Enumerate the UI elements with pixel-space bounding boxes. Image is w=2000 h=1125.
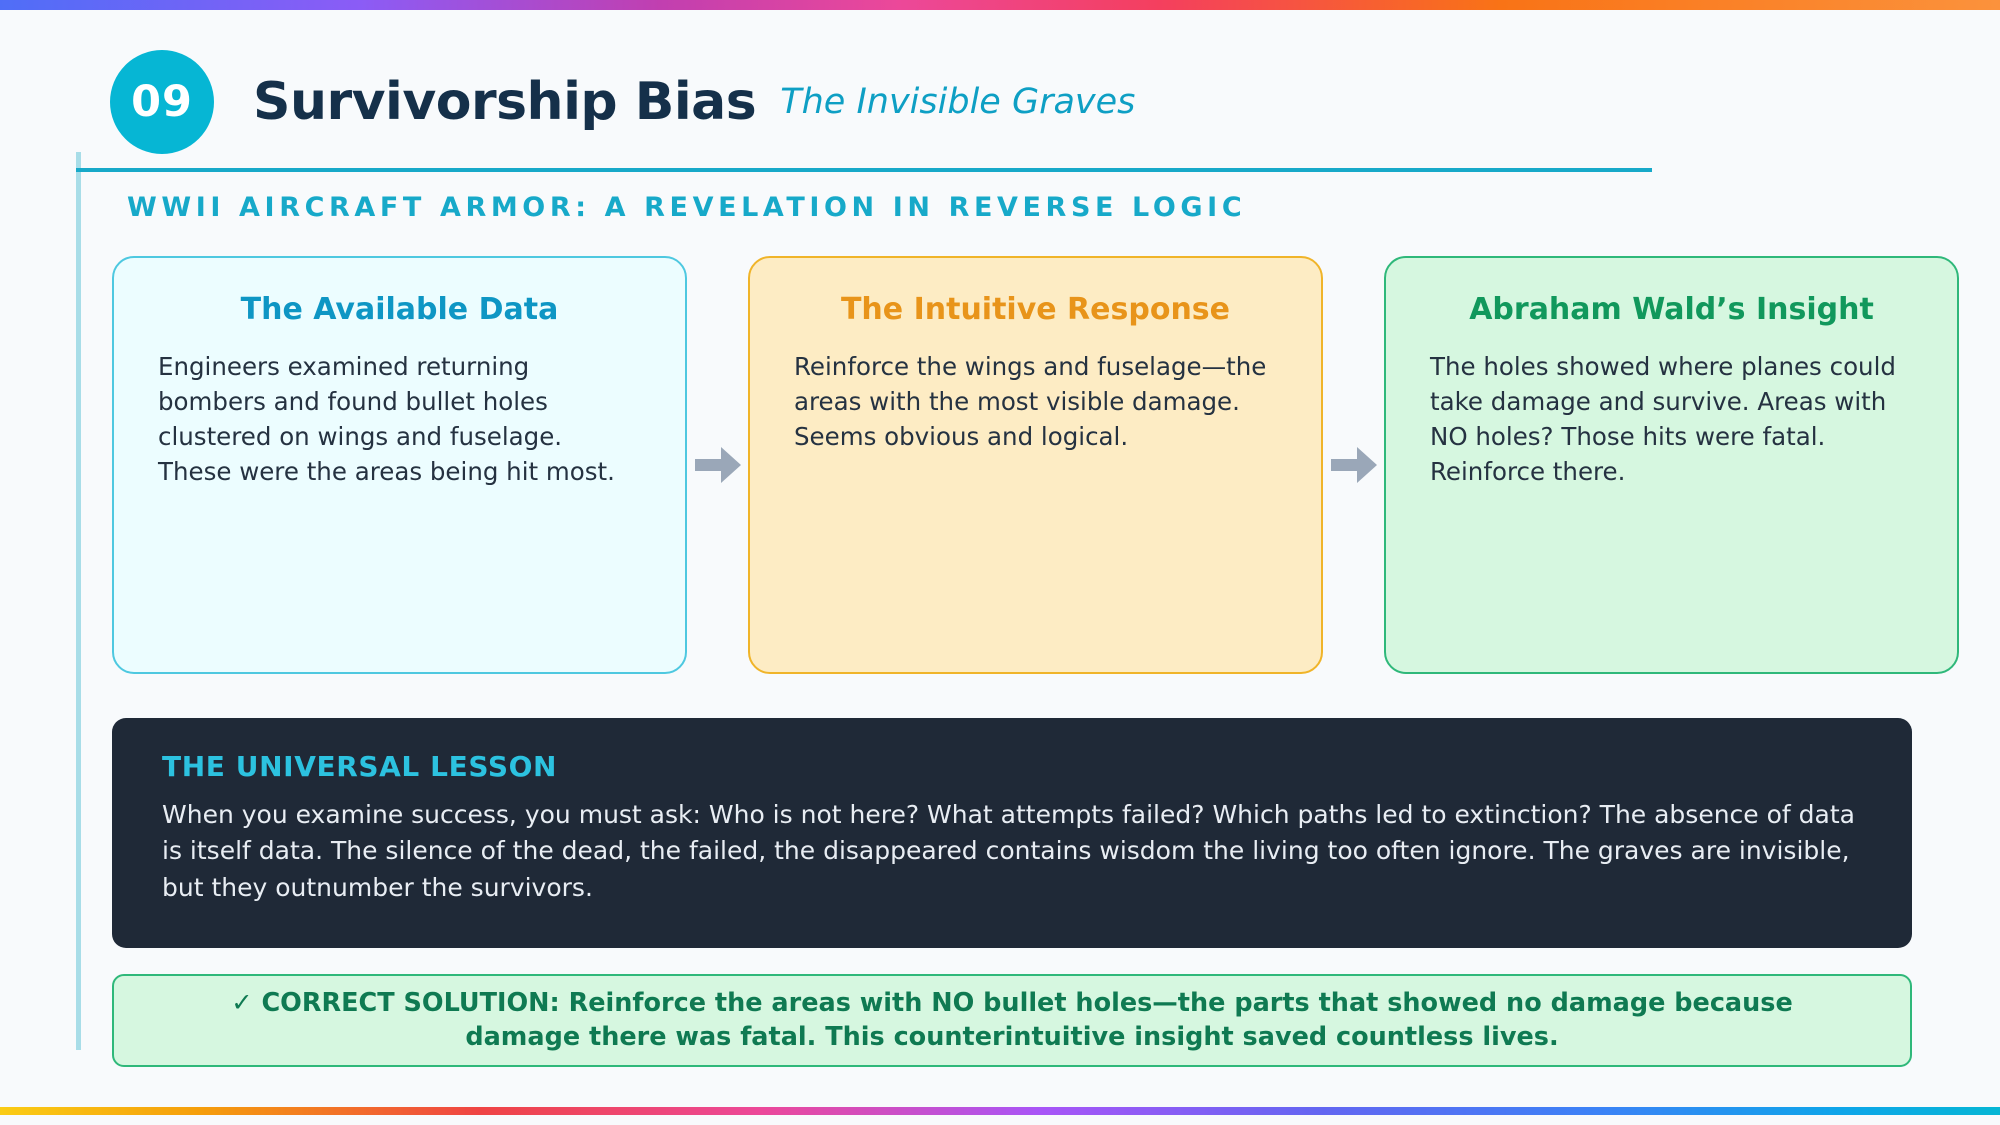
card-body: The holes showed where planes could take damage and survive. Areas with NO holes? Those hits were fatal. Reinforce there. xyxy=(1430,352,1896,487)
card-title: The Intuitive Response xyxy=(840,292,1231,327)
solution-text: ✓ CORRECT SOLUTION: Reinforce the areas with NO bullet holes—the parts that showed no damage because damage there was fatal. This counterintuitive insight saved countless lives. xyxy=(231,987,1793,1052)
lesson-title: THE UNIVERSAL LESSON xyxy=(162,750,558,783)
universal-lesson-panel xyxy=(112,718,1912,948)
bottom-margin-strip xyxy=(0,1115,2000,1125)
card-available-data xyxy=(112,256,687,674)
arrow-right-icon-2 xyxy=(1323,256,1384,674)
card-intuitive-response xyxy=(748,256,1323,674)
card-body: Reinforce the wings and fuselage—the areas with the most visible damage. Seems obvious and logical. xyxy=(794,352,1267,452)
card-title: Abraham Wald’s Insight xyxy=(1469,292,1874,327)
slide-header xyxy=(110,50,1135,154)
bottom-gradient-bar xyxy=(0,1107,2000,1115)
page-title: Survivorship Bias xyxy=(253,72,757,132)
section-heading: WWII AIRCRAFT ARMOR: A REVELATION IN REVERSE LOGIC xyxy=(127,192,1247,223)
card-body: Engineers examined returning bombers and found bullet holes clustered on wings and fuselage. These were the areas being hit most. xyxy=(158,352,615,487)
left-accent-line xyxy=(76,152,81,1050)
header-divider xyxy=(76,168,1652,172)
cards-row xyxy=(112,256,1912,676)
correct-solution-banner xyxy=(112,974,1912,1067)
card-title: The Available Data xyxy=(240,292,559,327)
card-walds-insight xyxy=(1384,256,1959,674)
slide-number-badge: 09 xyxy=(110,50,214,154)
lesson-body: When you examine success, you must ask: Who is not here? What attempts failed? Which paths led to extinction? The absence of data is itself data. The silence of the dead, the failed, the disappeared contains wisdom the living too often ignore. The graves are invisible, but they outnumber the survivors. xyxy=(162,800,1855,902)
arrow-right-icon-1 xyxy=(687,256,748,674)
page-subtitle: The Invisible Graves xyxy=(780,82,1136,122)
top-gradient-bar xyxy=(0,0,2000,10)
